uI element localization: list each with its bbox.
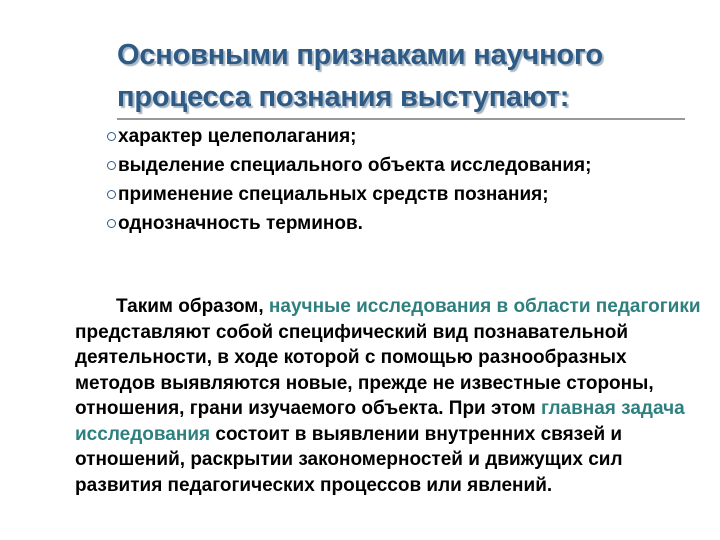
list-item [75, 182, 695, 208]
hollow-circle-bullet-icon [107, 219, 116, 228]
list-item-text: характер целеполагания; [118, 126, 357, 147]
paragraph-text-2: представляют собой специфический вид познавательной деятельности, в ходе которой с помощью разнообразных методов выявляются новые, прежде не известные стороны, отношения, грани изучаемого объекта. При этом [75, 321, 654, 419]
highlight-main-task: главная задача исследования [75, 398, 685, 445]
slide-title [117, 34, 697, 118]
hollow-circle-bullet-icon [107, 190, 116, 199]
feature-list [75, 124, 695, 240]
list-item-text: однозначность терминов. [118, 213, 363, 234]
slide-title-line-1: Основными признаками научного [117, 39, 603, 71]
highlight-research-in-pedagogy: научные исследования в области педагогики [268, 296, 701, 317]
summary-paragraph [75, 294, 711, 498]
list-item [75, 153, 695, 179]
list-item [75, 124, 695, 150]
list-item [75, 211, 695, 237]
slide-title-line-2: процесса познания выступают: [117, 81, 570, 113]
paragraph-text-3: состоит в выявлении внутренних связей и отношений, раскрытии закономерностей и движущих сил развития педагогических процессов или явлений. [75, 423, 623, 496]
paragraph-text-1: Таким образом, [116, 296, 269, 317]
hollow-circle-bullet-icon [107, 161, 116, 170]
title-divider [117, 118, 685, 120]
hollow-circle-bullet-icon [107, 132, 116, 141]
list-item-text: применение специальных средств познания; [118, 184, 549, 205]
list-item-text: выделение специального объекта исследования; [118, 155, 592, 176]
